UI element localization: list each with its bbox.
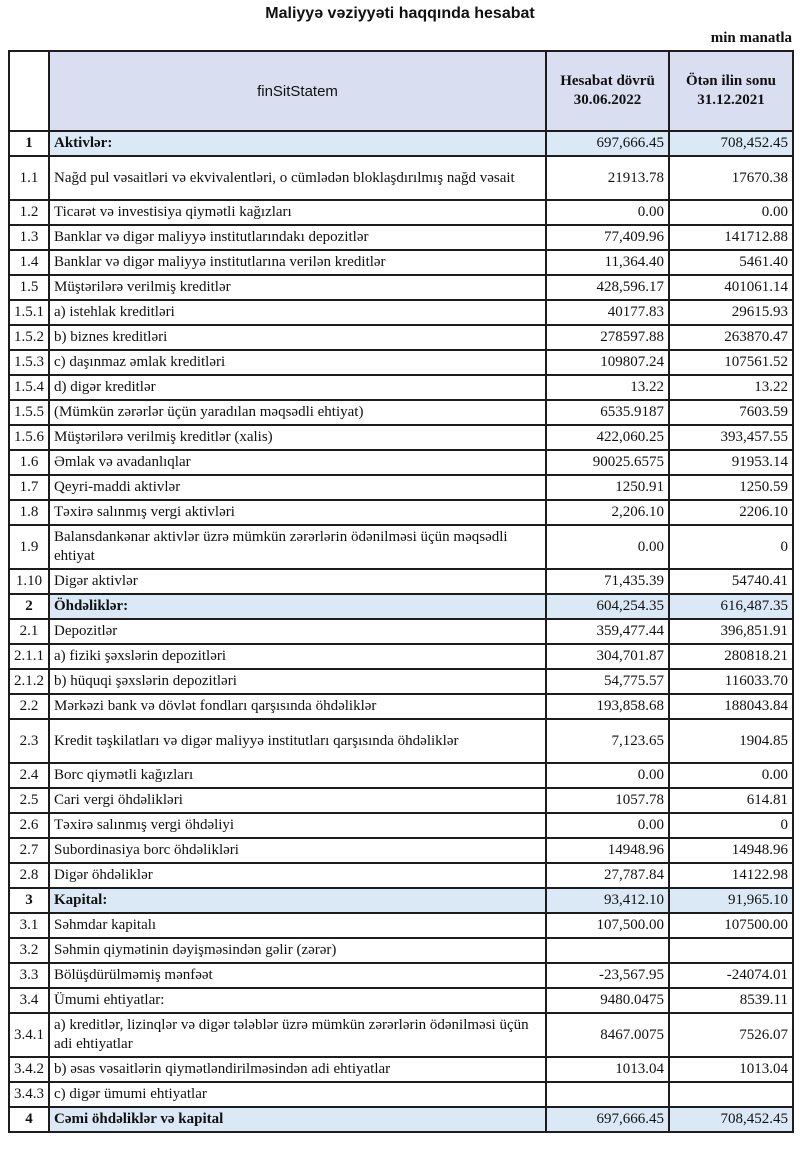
row-value-current-cell: 13.22 xyxy=(546,375,669,400)
row-value-prior-cell: 107500.00 xyxy=(669,913,793,938)
table-row xyxy=(9,1107,793,1132)
row-label-cell: Müştərilərə verilmiş kreditlər (xalis) xyxy=(49,425,546,450)
row-label-cell: Kapital: xyxy=(49,888,546,913)
row-value-current-cell: 109807.24 xyxy=(546,350,669,375)
table-row xyxy=(9,525,793,569)
row-value-current-cell: 304,701.87 xyxy=(546,644,669,669)
row-value-prior-cell: 14948.96 xyxy=(669,838,793,863)
table-header-row xyxy=(9,51,793,131)
row-value-prior-cell: 263870.47 xyxy=(669,325,793,350)
row-number-cell: 2.5 xyxy=(9,788,49,813)
row-number-cell: 3.4.1 xyxy=(9,1013,49,1057)
row-label-cell: a) kreditlər, lizinqlər və digər tələblər üzrə mümkün zərərlərin ödənilməsi üçün adi ehtiyatlar xyxy=(49,1013,546,1057)
financial-position-table xyxy=(8,50,794,1133)
table-row xyxy=(9,619,793,644)
row-number-cell: 2.3 xyxy=(9,719,49,763)
row-value-current-cell: 6535.9187 xyxy=(546,400,669,425)
row-value-current-cell xyxy=(546,938,669,963)
row-value-current-cell: 8467.0075 xyxy=(546,1013,669,1057)
row-value-prior-cell: 708,452.45 xyxy=(669,1107,793,1132)
row-value-current-cell: 107,500.00 xyxy=(546,913,669,938)
row-number-cell: 1.9 xyxy=(9,525,49,569)
row-value-current-cell: 0.00 xyxy=(546,525,669,569)
row-value-current-cell: 1013.04 xyxy=(546,1057,669,1082)
row-label-cell: Aktivlər: xyxy=(49,131,546,156)
row-value-prior-cell: 616,487.35 xyxy=(669,594,793,619)
row-value-current-cell: 697,666.45 xyxy=(546,131,669,156)
row-number-cell: 3.3 xyxy=(9,963,49,988)
row-number-cell: 3.2 xyxy=(9,938,49,963)
row-value-prior-cell: 91953.14 xyxy=(669,450,793,475)
row-value-prior-cell: 396,851.91 xyxy=(669,619,793,644)
row-number-cell: 2.1.2 xyxy=(9,669,49,694)
row-label-cell: a) istehlak kreditləri xyxy=(49,300,546,325)
row-value-prior-cell: 393,457.55 xyxy=(669,425,793,450)
header-row-number-cell xyxy=(9,51,49,131)
row-value-prior-cell: 91,965.10 xyxy=(669,888,793,913)
row-label-cell: Qeyri-maddi aktivlər xyxy=(49,475,546,500)
row-value-prior-cell: 0 xyxy=(669,525,793,569)
header-prior-year-date: 31.12.2021 xyxy=(697,92,765,108)
row-number-cell: 2.1 xyxy=(9,619,49,644)
row-number-cell: 1.5.1 xyxy=(9,300,49,325)
table-row xyxy=(9,225,793,250)
table-row xyxy=(9,1057,793,1082)
row-number-cell: 1.7 xyxy=(9,475,49,500)
table-row xyxy=(9,425,793,450)
row-number-cell: 2.2 xyxy=(9,694,49,719)
row-number-cell: 1.4 xyxy=(9,250,49,275)
row-number-cell: 2.4 xyxy=(9,763,49,788)
row-number-cell: 2.6 xyxy=(9,813,49,838)
row-value-prior-cell: 1013.04 xyxy=(669,1057,793,1082)
row-number-cell: 2.7 xyxy=(9,838,49,863)
table-row xyxy=(9,200,793,225)
row-label-cell: Kredit təşkilatları və digər maliyyə institutları qarşısında öhdəliklər xyxy=(49,719,546,763)
table-row xyxy=(9,569,793,594)
row-label-cell: Əmlak və avadanlıqlar xyxy=(49,450,546,475)
row-value-current-cell: 0.00 xyxy=(546,813,669,838)
table-row xyxy=(9,763,793,788)
header-prior-year-label: Ötən ilin sonu xyxy=(685,73,777,89)
row-value-current-cell: 1057.78 xyxy=(546,788,669,813)
table-row xyxy=(9,644,793,669)
table-row xyxy=(9,131,793,156)
row-label-cell: Borc qiymətli kağızları xyxy=(49,763,546,788)
row-value-prior-cell: 280818.21 xyxy=(669,644,793,669)
row-label-cell: c) daşınmaz əmlak kreditləri xyxy=(49,350,546,375)
row-label-cell: Ticarət və investisiya qiymətli kağızları xyxy=(49,200,546,225)
row-number-cell: 1.6 xyxy=(9,450,49,475)
row-value-current-cell: -23,567.95 xyxy=(546,963,669,988)
table-row xyxy=(9,863,793,888)
table-row xyxy=(9,400,793,425)
table-row xyxy=(9,913,793,938)
table-row xyxy=(9,500,793,525)
table-row xyxy=(9,788,793,813)
table-row xyxy=(9,1082,793,1107)
row-value-current-cell: 54,775.57 xyxy=(546,669,669,694)
row-label-cell: Cari vergi öhdəlikləri xyxy=(49,788,546,813)
row-value-prior-cell: 54740.41 xyxy=(669,569,793,594)
row-value-current-cell: 93,412.10 xyxy=(546,888,669,913)
row-label-cell: Ümumi ehtiyatlar: xyxy=(49,988,546,1013)
row-label-cell: c) digər ümumi ehtiyatlar xyxy=(49,1082,546,1107)
row-label-cell: (Mümkün zərərlər üçün yaradılan məqsədli ehtiyat) xyxy=(49,400,546,425)
row-label-cell: Səhmdar kapitalı xyxy=(49,913,546,938)
row-value-current-cell xyxy=(546,1082,669,1107)
row-value-prior-cell: 1904.85 xyxy=(669,719,793,763)
row-value-current-cell: 428,596.17 xyxy=(546,275,669,300)
header-reporting-period-date: 30.06.2022 xyxy=(573,92,642,108)
row-label-cell: Nağd pul vəsaitləri və ekvivalentləri, o cümlədən bloklaşdırılmış nağd vəsait xyxy=(49,156,546,200)
row-number-cell: 1.3 xyxy=(9,225,49,250)
row-number-cell: 1.5.4 xyxy=(9,375,49,400)
row-value-prior-cell: 13.22 xyxy=(669,375,793,400)
row-value-current-cell: 90025.6575 xyxy=(546,450,669,475)
row-label-cell: Səhmin qiymətinin dəyişməsindən gəlir (zərər) xyxy=(49,938,546,963)
row-value-current-cell: 193,858.68 xyxy=(546,694,669,719)
row-label-cell: a) fiziki şəxslərin depozitləri xyxy=(49,644,546,669)
row-value-prior-cell: 401061.14 xyxy=(669,275,793,300)
header-statement-name: finSitStatem xyxy=(49,51,546,131)
row-number-cell: 3.4.3 xyxy=(9,1082,49,1107)
row-label-cell: Digər aktivlər xyxy=(49,569,546,594)
row-number-cell: 2 xyxy=(9,594,49,619)
table-row xyxy=(9,694,793,719)
table-row xyxy=(9,669,793,694)
row-number-cell: 1.5.6 xyxy=(9,425,49,450)
row-number-cell: 1.5.3 xyxy=(9,350,49,375)
row-label-cell: Digər öhdəliklər xyxy=(49,863,546,888)
row-label-cell: Təxirə salınmış vergi aktivləri xyxy=(49,500,546,525)
row-value-prior-cell: 188043.84 xyxy=(669,694,793,719)
row-value-prior-cell: 1250.59 xyxy=(669,475,793,500)
row-number-cell: 1.5 xyxy=(9,275,49,300)
table-row xyxy=(9,156,793,200)
row-value-current-cell: 604,254.35 xyxy=(546,594,669,619)
table-row xyxy=(9,888,793,913)
row-value-prior-cell: 5461.40 xyxy=(669,250,793,275)
row-label-cell: Təxirə salınmış vergi öhdəliyi xyxy=(49,813,546,838)
row-number-cell: 2.1.1 xyxy=(9,644,49,669)
row-value-prior-cell: 7603.59 xyxy=(669,400,793,425)
row-value-prior-cell: 8539.11 xyxy=(669,988,793,1013)
unit-note: min manatla xyxy=(710,30,792,46)
row-label-cell: Cəmi öhdəliklər və kapital xyxy=(49,1107,546,1132)
row-value-prior-cell: 116033.70 xyxy=(669,669,793,694)
row-value-current-cell: 14948.96 xyxy=(546,838,669,863)
row-number-cell: 1.5.2 xyxy=(9,325,49,350)
row-number-cell: 1.8 xyxy=(9,500,49,525)
row-number-cell: 1 xyxy=(9,131,49,156)
row-number-cell: 1.5.5 xyxy=(9,400,49,425)
row-number-cell: 3.4 xyxy=(9,988,49,1013)
row-value-prior-cell: 7526.07 xyxy=(669,1013,793,1057)
row-value-prior-cell: 0.00 xyxy=(669,200,793,225)
row-label-cell: Bölüşdürülməmiş mənfəət xyxy=(49,963,546,988)
table-row xyxy=(9,813,793,838)
header-prior-year xyxy=(669,51,793,131)
row-value-current-cell: 71,435.39 xyxy=(546,569,669,594)
row-value-prior-cell: 17670.38 xyxy=(669,156,793,200)
row-value-prior-cell: 107561.52 xyxy=(669,350,793,375)
row-value-current-cell: 422,060.25 xyxy=(546,425,669,450)
row-label-cell: Müştərilərə verilmiş kreditlər xyxy=(49,275,546,300)
table-row xyxy=(9,1013,793,1057)
row-value-current-cell: 2,206.10 xyxy=(546,500,669,525)
row-label-cell: Mərkəzi bank və dövlət fondları qarşısında öhdəliklər xyxy=(49,694,546,719)
row-label-cell: b) hüquqi şəxslərin depozitləri xyxy=(49,669,546,694)
table-row xyxy=(9,375,793,400)
row-value-current-cell: 11,364.40 xyxy=(546,250,669,275)
row-label-cell: Banklar və digər maliyyə institutlarına verilən kreditlər xyxy=(49,250,546,275)
row-value-current-cell: 359,477.44 xyxy=(546,619,669,644)
row-label-cell: b) biznes kreditləri xyxy=(49,325,546,350)
row-number-cell: 3.4.2 xyxy=(9,1057,49,1082)
row-value-prior-cell: 14122.98 xyxy=(669,863,793,888)
row-value-prior-cell: 141712.88 xyxy=(669,225,793,250)
row-label-cell: Depozitlər xyxy=(49,619,546,644)
table-row xyxy=(9,719,793,763)
row-number-cell: 1.2 xyxy=(9,200,49,225)
table-row xyxy=(9,938,793,963)
row-value-current-cell: 40177.83 xyxy=(546,300,669,325)
row-number-cell: 1.1 xyxy=(9,156,49,200)
row-value-current-cell: 1250.91 xyxy=(546,475,669,500)
row-number-cell: 1.10 xyxy=(9,569,49,594)
row-value-current-cell: 7,123.65 xyxy=(546,719,669,763)
table-row xyxy=(9,300,793,325)
row-value-prior-cell: 0 xyxy=(669,813,793,838)
row-number-cell: 4 xyxy=(9,1107,49,1132)
row-label-cell: d) digər kreditlər xyxy=(49,375,546,400)
page-title: Maliyyə vəziyyəti haqqında hesabat xyxy=(265,5,535,22)
row-value-current-cell: 697,666.45 xyxy=(546,1107,669,1132)
row-label-cell: Balansdankənar aktivlər üzrə mümkün zərərlərin ödənilməsi üçün məqsədli ehtiyat xyxy=(49,525,546,569)
table-row xyxy=(9,250,793,275)
row-value-current-cell: 0.00 xyxy=(546,200,669,225)
row-value-prior-cell: 614.81 xyxy=(669,788,793,813)
row-label-cell: b) əsas vəsaitlərin qiymətləndirilməsindən adi ehtiyatlar xyxy=(49,1057,546,1082)
row-value-prior-cell xyxy=(669,1082,793,1107)
row-number-cell: 2.8 xyxy=(9,863,49,888)
row-label-cell: Öhdəliklər: xyxy=(49,594,546,619)
table-row xyxy=(9,275,793,300)
table-row xyxy=(9,350,793,375)
row-value-current-cell: 21913.78 xyxy=(546,156,669,200)
row-value-prior-cell xyxy=(669,938,793,963)
row-label-cell: Banklar və digər maliyyə institutlarındakı depozitlər xyxy=(49,225,546,250)
row-value-current-cell: 27,787.84 xyxy=(546,863,669,888)
row-value-current-cell: 278597.88 xyxy=(546,325,669,350)
row-value-prior-cell: -24074.01 xyxy=(669,963,793,988)
table-body xyxy=(9,131,793,1132)
row-number-cell: 3.1 xyxy=(9,913,49,938)
table-row xyxy=(9,594,793,619)
table-row xyxy=(9,838,793,863)
row-value-prior-cell: 708,452.45 xyxy=(669,131,793,156)
row-value-current-cell: 9480.0475 xyxy=(546,988,669,1013)
row-label-cell: Subordinasiya borc öhdəlikləri xyxy=(49,838,546,863)
header-reporting-period-label: Hesabat dövrü xyxy=(560,73,655,89)
row-value-prior-cell: 0.00 xyxy=(669,763,793,788)
table-row xyxy=(9,325,793,350)
table-row xyxy=(9,450,793,475)
row-value-current-cell: 77,409.96 xyxy=(546,225,669,250)
header-reporting-period xyxy=(546,51,669,131)
row-value-current-cell: 0.00 xyxy=(546,763,669,788)
row-number-cell: 3 xyxy=(9,888,49,913)
row-value-prior-cell: 2206.10 xyxy=(669,500,793,525)
table-row xyxy=(9,963,793,988)
table-row xyxy=(9,988,793,1013)
table-row xyxy=(9,475,793,500)
row-value-prior-cell: 29615.93 xyxy=(669,300,793,325)
